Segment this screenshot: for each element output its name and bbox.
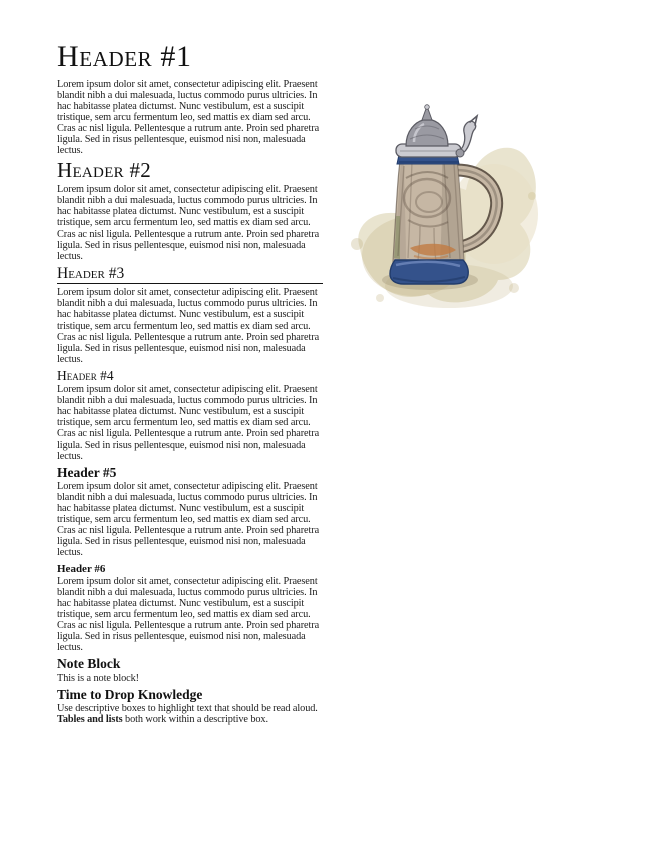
paragraph-3: Lorem ipsum dolor sit amet, consectetur adipiscing elit. Praesent blandit nibh a dui malesuada, luctus commodo purus ultricies. In hac habitasse platea dictumst. Nunc vestibulum, est a suscipit tristique, sem arcu fermentum leo, sed mattis ex diam sed arcu. Cras ac nisl ligula. Pellentesque a rutrum ante. Proin sed pharetra ligula. Sed in risus pellentesque, euismod nisi non, malesuada lectus. [57,287,320,365]
stein-illustration [344,96,540,312]
stein-thumblift [456,116,477,157]
knowledge-tables-rest: both work within a descriptive box. [122,714,268,726]
heading-level-4: Header #4 [57,367,114,383]
knowledge-tables-bold: Tables and lists [57,714,123,726]
heading-level-2: Header #2 [57,157,152,182]
knowledge-tables-line [57,714,323,725]
knowledge-text: Use descriptive boxes to highlight text that should be read aloud. [57,703,318,715]
knowledge-heading: Time to Drop Knowledge [57,686,203,702]
stein-finial [422,105,432,120]
note-block-heading: Note Block [57,655,121,671]
heading-level-6: Header #6 [57,562,106,575]
paragraph-6: Lorem ipsum dolor sit amet, consectetur adipiscing elit. Praesent blandit nibh a dui malesuada, luctus commodo purus ultricies. In hac habitasse platea dictumst. Nunc vestibulum, est a suscipit tristique, sem arcu fermentum leo, sed mattis ex diam sed arcu. Cras ac nisl ligula. Pellentesque a rutrum ante. Proin sed pharetra ligula. Sed in risus pellentesque, euismod nisi non, malesuada lectus. [57,575,320,653]
stein-svg [344,96,540,312]
note-block-text: This is a note block! [57,672,139,684]
paragraph-4: Lorem ipsum dolor sit amet, consectetur adipiscing elit. Praesent blandit nibh a dui malesuada, luctus commodo purus ultricies. In hac habitasse platea dictumst. Nunc vestibulum, est a suscipit tristique, sem arcu fermentum leo, sed mattis ex diam sed arcu. Cras ac nisl ligula. Pellentesque a rutrum ante. Proin sed pharetra ligula. Sed in risus pellentesque, euismod nisi non, malesuada lectus. [57,384,320,462]
stein-base [390,260,468,284]
heading-level-1: Header #1 [57,40,192,73]
heading-level-3: Header #3 [57,266,323,285]
paragraph-1: Lorem ipsum dolor sit amet, consectetur adipiscing elit. Praesent blandit nibh a dui malesuada, luctus commodo purus ultricies. In hac habitasse platea dictumst. Nunc vestibulum, est a suscipit tristique, sem arcu fermentum leo, sed mattis ex diam sed arcu. Cras ac nisl ligula. Pellentesque a rutrum ante. Proin sed pharetra ligula. Sed in risus pellentesque, euismod nisi non, malesuada lectus. [57,78,320,156]
paragraph-5: Lorem ipsum dolor sit amet, consectetur adipiscing elit. Praesent blandit nibh a dui malesuada, luctus commodo purus ultricies. In hac habitasse platea dictumst. Nunc vestibulum, est a suscipit tristique, sem arcu fermentum leo, sed mattis ex diam sed arcu. Cras ac nisl ligula. Pellentesque a rutrum ante. Proin sed pharetra ligula. Sed in risus pellentesque, euismod nisi non, malesuada lectus. [57,481,320,559]
heading-level-5: Header #5 [57,464,117,480]
text-column [57,42,323,725]
paragraph-2: Lorem ipsum dolor sit amet, consectetur adipiscing elit. Praesent blandit nibh a dui malesuada, luctus commodo purus ultricies. In hac habitasse platea dictumst. Nunc vestibulum, est a suscipit tristique, sem arcu fermentum leo, sed mattis ex diam sed arcu. Cras ac nisl ligula. Pellentesque a rutrum ante. Proin sed pharetra ligula. Sed in risus pellentesque, euismod nisi non, malesuada lectus. [57,184,320,262]
stein-lid-dome [406,120,448,146]
stein-body [393,158,464,262]
